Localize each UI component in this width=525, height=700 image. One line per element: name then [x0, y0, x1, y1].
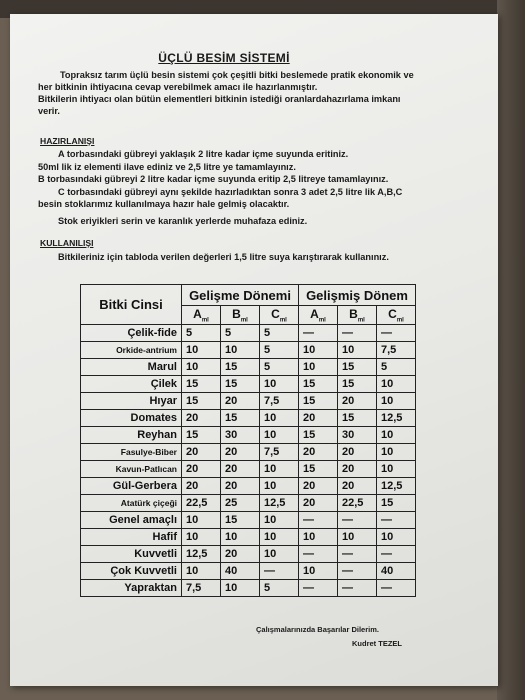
sub-header-c-growing	[260, 306, 299, 325]
plant-name: Orkide-antrium	[81, 342, 182, 359]
dose-cell: 20	[299, 478, 338, 495]
sub-header-letter: A	[310, 306, 319, 321]
dose-cell: 5	[260, 342, 299, 359]
dose-cell: 10	[299, 563, 338, 580]
table-row	[81, 325, 416, 342]
dose-cell: 10	[377, 376, 416, 393]
dose-cell: 10	[377, 461, 416, 478]
sub-header-letter: B	[349, 306, 358, 321]
dose-cell: 20	[221, 546, 260, 563]
dose-cell: 10	[338, 342, 377, 359]
plant-name: Marul	[81, 359, 182, 376]
plant-name: Kavun-Patlıcan	[81, 461, 182, 478]
sub-header-unit: ml	[396, 317, 404, 324]
table-row	[81, 342, 416, 359]
dose-cell: 7,5	[260, 393, 299, 410]
dose-cell: 15	[338, 376, 377, 393]
prep-line-1: A torbasındaki gübreyi yaklaşık 2 litre kadar içme suyunda eritiniz.	[58, 149, 349, 159]
dose-cell: 7,5	[260, 444, 299, 461]
sub-header-letter: C	[271, 306, 280, 321]
dose-cell: 20	[338, 444, 377, 461]
dose-cell: —	[377, 325, 416, 342]
dose-cell: 20	[338, 393, 377, 410]
table-row	[81, 580, 416, 597]
dose-cell: —	[377, 512, 416, 529]
table-row	[81, 546, 416, 563]
sub-header-unit: ml	[318, 317, 326, 324]
dose-cell: 10	[260, 410, 299, 427]
sub-header-letter: C	[388, 306, 397, 321]
dose-cell: —	[338, 580, 377, 597]
dose-cell: 5	[260, 580, 299, 597]
intro-line-2: her bitkinin ihtiyacına cevap verebilmek amacı ile hazırlanmıştır.	[38, 82, 318, 92]
dose-cell: 20	[299, 410, 338, 427]
prep-line-6: Stok eriyikleri serin ve karanlık yerlerde muhafaza ediniz.	[58, 216, 308, 226]
sub-header-b-mature	[338, 306, 377, 325]
plant-name: Atatürk çiçeği	[81, 495, 182, 512]
dose-cell: 20	[338, 478, 377, 495]
dose-cell: 20	[182, 461, 221, 478]
sub-header-letter: B	[232, 306, 241, 321]
dose-cell: 15	[299, 393, 338, 410]
sub-header-a-growing	[182, 306, 221, 325]
dose-cell: 20	[221, 444, 260, 461]
dose-cell: 20	[182, 478, 221, 495]
dose-cell: 40	[377, 563, 416, 580]
dose-cell: —	[299, 512, 338, 529]
dose-cell: 10	[260, 461, 299, 478]
sub-header-unit: ml	[357, 317, 365, 324]
dose-cell: 20	[182, 410, 221, 427]
dose-cell: 10	[221, 580, 260, 597]
dose-cell: —	[299, 580, 338, 597]
background-right	[497, 0, 525, 700]
dose-cell: 22,5	[338, 495, 377, 512]
dose-cell: —	[299, 325, 338, 342]
dose-cell: 10	[377, 393, 416, 410]
table-row	[81, 512, 416, 529]
dose-cell: 12,5	[377, 410, 416, 427]
dose-cell: 10	[221, 342, 260, 359]
dose-cell: 15	[182, 393, 221, 410]
prep-line-4: C torbasındaki gübreyi aynı şekilde hazırladıktan sonra 3 adet 2,5 litre lik A,B,C	[58, 187, 403, 197]
dose-cell: 15	[182, 427, 221, 444]
table-row	[81, 478, 416, 495]
dose-cell: 10	[182, 563, 221, 580]
dose-cell: —	[260, 563, 299, 580]
dose-cell: 10	[260, 427, 299, 444]
sub-header-c-mature	[377, 306, 416, 325]
dose-cell: 10	[182, 512, 221, 529]
table-row	[81, 563, 416, 580]
dose-cell: 10	[299, 529, 338, 546]
page-title: ÜÇLÜ BESİM SİSTEMİ	[158, 51, 290, 65]
dose-cell: 20	[299, 444, 338, 461]
table-row	[81, 495, 416, 512]
plant-name: Çelik-fide	[81, 325, 182, 342]
dose-cell: —	[299, 546, 338, 563]
plant-name: Çok Kuvvetli	[81, 563, 182, 580]
sub-header-b-growing	[221, 306, 260, 325]
plant-name: Reyhan	[81, 427, 182, 444]
dose-cell: 15	[299, 461, 338, 478]
dose-cell: 10	[377, 444, 416, 461]
dose-cell: 5	[260, 325, 299, 342]
dose-cell: 15	[221, 376, 260, 393]
dose-cell: 15	[377, 495, 416, 512]
plant-name: Fasulye-Biber	[81, 444, 182, 461]
nutrient-table	[80, 284, 416, 597]
table-body	[81, 325, 416, 597]
dose-cell: —	[338, 512, 377, 529]
dose-cell: 25	[221, 495, 260, 512]
dose-cell: 12,5	[182, 546, 221, 563]
group-growing-header: Gelişme Dönemi	[182, 285, 299, 306]
dose-cell: 15	[221, 512, 260, 529]
dose-cell: 10	[260, 478, 299, 495]
sub-header-letter: A	[193, 306, 202, 321]
table-row	[81, 444, 416, 461]
intro-line-1: Topraksız tarım üçlü besin sistemi çok çeşitli bitki beslemede pratik ekonomik ve	[60, 70, 414, 80]
dose-cell: 15	[338, 359, 377, 376]
dose-cell: —	[377, 546, 416, 563]
intro-line-3: Bitkilerin ihtiyacı olan bütün elementleri bitkinin istediği oranlardahazırlama imkanı	[38, 94, 401, 104]
dose-cell: 10	[260, 529, 299, 546]
dose-cell: 12,5	[260, 495, 299, 512]
dose-cell: 15	[221, 359, 260, 376]
footer-wish: Çalışmalarınızda Başarılar Dilerim.	[256, 625, 379, 634]
prep-line-2: 50ml lik iz elementi ilave ediniz ve 2,5 litre ye tamamlayınız.	[38, 162, 296, 172]
dose-cell: 5	[221, 325, 260, 342]
col-plant-header: Bitki Cinsi	[81, 285, 182, 325]
dose-cell: 10	[182, 359, 221, 376]
dose-cell: 15	[299, 376, 338, 393]
dose-cell: 20	[221, 478, 260, 495]
table-row	[81, 359, 416, 376]
dose-cell: 40	[221, 563, 260, 580]
dose-cell: 10	[377, 529, 416, 546]
dose-cell: 20	[182, 444, 221, 461]
dose-cell: 5	[260, 359, 299, 376]
prep-line-5: besin stoklarımız kullanılmaya hazır hale gelmiş olacaktır.	[38, 199, 290, 209]
plant-name: Domates	[81, 410, 182, 427]
plant-name: Hafif	[81, 529, 182, 546]
paper-sheet	[10, 14, 498, 686]
use-heading: KULLANILIŞI	[40, 238, 94, 248]
dose-cell: 10	[260, 376, 299, 393]
dose-cell: 7,5	[377, 342, 416, 359]
sub-header-unit: ml	[201, 317, 209, 324]
use-text: Bitkileriniz için tabloda verilen değerleri 1,5 litre suya karıştırarak kullanınız.	[58, 252, 389, 262]
prep-heading: HAZIRLANIŞI	[40, 136, 95, 146]
sub-header-unit: ml	[240, 317, 248, 324]
plant-name: Kuvvetli	[81, 546, 182, 563]
plant-name: Genel amaçlı	[81, 512, 182, 529]
group-mature-header: Gelişmiş Dönem	[299, 285, 416, 306]
table-row	[81, 529, 416, 546]
dose-cell: 10	[182, 342, 221, 359]
dose-cell: 10	[299, 359, 338, 376]
dose-cell: 20	[221, 461, 260, 478]
dose-cell: —	[338, 563, 377, 580]
dose-cell: 15	[221, 410, 260, 427]
footer-author: Kudret TEZEL	[352, 639, 402, 648]
dose-cell: 12,5	[377, 478, 416, 495]
plant-name: Yapraktan	[81, 580, 182, 597]
sub-header-a-mature	[299, 306, 338, 325]
plant-name: Çilek	[81, 376, 182, 393]
dose-cell: 15	[338, 410, 377, 427]
table-row	[81, 427, 416, 444]
dose-cell: 7,5	[182, 580, 221, 597]
dose-cell: 10	[299, 342, 338, 359]
dose-cell: 30	[221, 427, 260, 444]
dose-cell: 10	[260, 512, 299, 529]
plant-name: Hıyar	[81, 393, 182, 410]
dose-cell: —	[338, 325, 377, 342]
table-row	[81, 376, 416, 393]
dose-cell: 10	[377, 427, 416, 444]
intro-line-4: verir.	[38, 106, 60, 116]
dose-cell: 5	[182, 325, 221, 342]
dose-cell: 10	[260, 546, 299, 563]
table-row	[81, 410, 416, 427]
prep-line-3: B torbasındaki gübreyi 2 litre kadar içme suyunda eritip 2,5 litreye tamamlayınız.	[38, 174, 389, 184]
dose-cell: 15	[299, 427, 338, 444]
dose-cell: 10	[221, 529, 260, 546]
dose-cell: 20	[338, 461, 377, 478]
dose-cell: 22,5	[182, 495, 221, 512]
dose-cell: 5	[377, 359, 416, 376]
dose-cell: 10	[182, 529, 221, 546]
dose-cell: 20	[221, 393, 260, 410]
table-row	[81, 393, 416, 410]
dose-cell: —	[338, 546, 377, 563]
dose-cell: 20	[299, 495, 338, 512]
sub-header-unit: ml	[279, 317, 287, 324]
dose-cell: 15	[182, 376, 221, 393]
dose-cell: 10	[338, 529, 377, 546]
plant-name: Gül-Gerbera	[81, 478, 182, 495]
dose-cell: 30	[338, 427, 377, 444]
dose-cell: —	[377, 580, 416, 597]
table-row	[81, 461, 416, 478]
